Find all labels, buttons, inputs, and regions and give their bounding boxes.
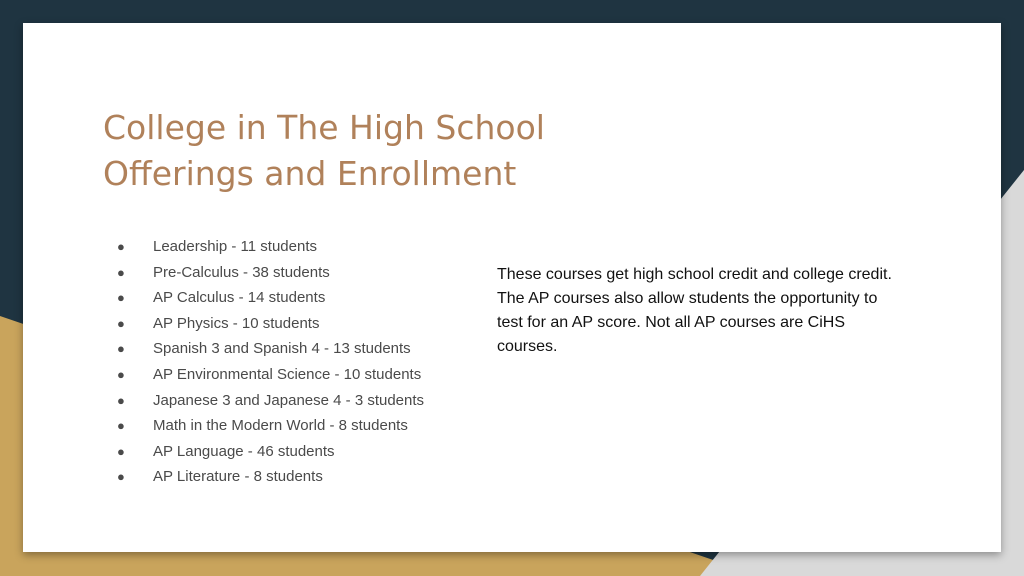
course-list <box>113 234 424 490</box>
slide-title <box>103 105 545 197</box>
course-label: Spanish 3 and Spanish 4 - 13 students <box>153 340 411 358</box>
bullet-dot-icon: ● <box>117 443 125 459</box>
credit-note: These courses get high school credit and college credit. The AP courses also allow students the opportunity to test for an AP score. Not all AP courses are CiHS courses. <box>497 266 892 355</box>
bullet-dot-icon: ● <box>117 469 125 485</box>
list-item <box>113 234 424 260</box>
course-label: AP Calculus - 14 students <box>153 289 326 307</box>
list-item <box>113 260 424 286</box>
course-label: Leadership - 11 students <box>153 238 317 255</box>
list-item <box>113 362 424 388</box>
slide-card <box>23 23 1001 552</box>
bullet-dot-icon: ● <box>117 315 125 331</box>
course-label: Japanese 3 and Japanese 4 - 3 students <box>153 391 425 409</box>
bullet-dot-icon: ● <box>117 264 125 280</box>
course-label: Math in the Modern World - 8 students <box>153 417 408 435</box>
list-item <box>113 413 424 439</box>
course-label: Pre-Calculus - 38 students <box>153 263 330 281</box>
list-item <box>113 464 424 490</box>
bullet-dot-icon: ● <box>117 392 125 408</box>
bullet-dot-icon: ● <box>117 239 125 254</box>
title-line-2: Offerings and Enrollment <box>103 154 517 193</box>
course-label: AP Language - 46 students <box>153 442 335 460</box>
list-item <box>113 311 424 337</box>
bullet-dot-icon: ● <box>117 290 125 306</box>
bullet-dot-icon: ● <box>117 366 125 382</box>
course-label: AP Literature - 8 students <box>153 468 323 486</box>
bullet-dot-icon: ● <box>117 341 125 357</box>
course-label: AP Environmental Science - 10 students <box>153 365 422 383</box>
list-item <box>113 285 424 311</box>
bullet-dot-icon: ● <box>117 418 125 434</box>
list-item <box>113 336 424 362</box>
list-item <box>113 388 424 414</box>
course-label: AP Physics - 10 students <box>153 314 320 332</box>
list-item <box>113 439 424 465</box>
title-line-1: College in The High School <box>103 108 545 147</box>
